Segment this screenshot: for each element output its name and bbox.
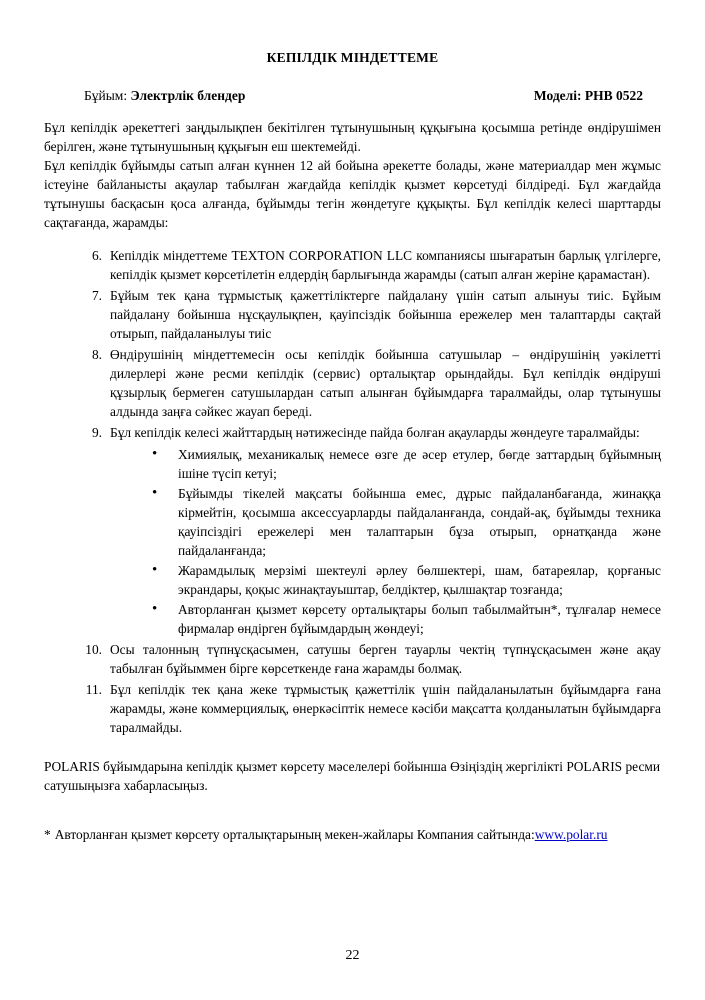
sub-list-item: [152, 484, 661, 560]
list-item: [74, 345, 661, 421]
sub-list-item: [152, 445, 661, 483]
product-label: Бұйым:: [84, 88, 128, 103]
bullet-icon: •: [152, 445, 158, 462]
product-model-line: [44, 88, 661, 104]
closing-paragraph: POLARIS бұйымдарына кепілдік қызмет көрсету мәселелері бойынша Өзіңіздің жергілікті POLARIS ресми сатушыңызға хабарласыңыз.: [44, 758, 661, 793]
product-value: Электрлік блендер: [130, 88, 246, 103]
list-item-number: 9.: [91, 425, 102, 441]
sub-list-item-text: Жарамдылық мерзімі шектеулі әрлеу бөлшектері, шам, батареялар, қорғаныс экрандары, қоқыс жинақтауыштар, белдіктер, қылшақтар тозғанда;: [178, 562, 661, 597]
list-item: [74, 640, 661, 678]
intro-paragraph-1: Бұл кепілдік әрекеттегі заңдылықпен бекітілген тұтынушының құқығына қосымша ретінде өндірушімен берілген, және тұтынушының құқығын еш шектемейді.: [44, 120, 661, 155]
sub-list-item-text: Химиялық, механикалық немесе өзге де әсер етулер, бөгде заттардың бұйымның ішіне түсіп кетуі;: [178, 446, 661, 481]
model-field: Моделі: РНВ 0522: [533, 88, 643, 103]
list-item-number: 7.: [91, 288, 102, 304]
page-number: 22: [345, 948, 360, 963]
list-item-text: Кепілдік міндеттеме TEXTON CORPORATION LLC компаниясы шығаратын барлық үлгілерге, кепілдік қызмет көрсетілетін елдердің барлығында жарамды (сатып алған жеріне қарамастан).: [110, 248, 661, 283]
company-website-link[interactable]: www.polar.ru: [534, 827, 608, 843]
list-item: [74, 246, 661, 284]
list-item-text: Бұл кепілдік тек қана жеке тұрмыстық қажеттілік үшін пайдаланылатын бұйымдарға ғана жарамды, және коммерциялық, өнеркәсіптік немесе кәсіби мақсатта қолданылатын бұйымдарға таралмайды.: [110, 681, 661, 735]
intro-paragraph-2: Бұл кепілдік бұйымды сатып алған күннен 12 ай бойына әрекетте болады, және материалдар мен жұмыс істеуіне байланысты ақаулар табылған жағдайда кепілдік қызмет көрсетуді білдіреді. Бұл жағдайда тұтынушы басқасын қоса алғанда, бұйымды тегін жөндетуге құқықты. Бұл кепілдік келесі шарттарды сақтағанда, жарамды:: [44, 158, 661, 231]
list-item-number: 6.: [91, 248, 102, 264]
sub-list-item: [152, 561, 661, 599]
exclusions-sublist: [110, 445, 661, 638]
footnote: [44, 825, 661, 844]
list-item-text: Өндірушінің міндеттемесін осы кепілдік бойынша сатушылар – өндірушінің уәкілетті дилерлері және ресми кепілдік (сервис) орталықтар орындайды. Бұл кепілдік өндіруші құзырлық бермеген сатушылардан сатып алынған бұйымдарға таралмайды, олар тұтынушы алдында заңға сәйкес жауап береді.: [110, 347, 661, 420]
bullet-icon: •: [152, 600, 158, 617]
list-item-number: 10.: [85, 641, 102, 657]
footnote-text: Авторланған қызмет көрсету орталықтарының мекен-жайлары Компания сайтында:: [54, 827, 535, 843]
list-item-number: 8.: [91, 347, 102, 363]
sub-list-item-text: Авторланған қызмет көрсету орталықтары болып табылмайтын*, тұлғалар немесе фирмалар өндірген бұйымдардың жөндеуі;: [178, 601, 661, 636]
sub-list-item: [152, 600, 661, 638]
page-title: КЕПІЛДІК МІНДЕТТЕМЕ: [266, 50, 439, 65]
product-field: [84, 88, 245, 104]
list-item-text: Бұл кепілдік келесі жайттардың нәтижесінде пайда болған ақауларды жөндеуге таралмайды:: [110, 425, 640, 441]
bullet-icon: •: [152, 484, 158, 501]
bullet-icon: •: [152, 561, 158, 578]
list-item-text: Осы талонның түпнұсқасымен, сатушы берген тауарлы чектің түпнұсқасымен және ақау табылған бұйыммен бірге көрсеткенде ғана жарамды болмақ.: [110, 641, 661, 676]
list-item-number: 11.: [85, 681, 102, 697]
sub-list-item-text: Бұйымды тікелей мақсаты бойынша емес, дұрыс пайдаланбағанда, жинаққа кірмейтін, қосымша аксессуарларды пайдаланғанда, сондай-ақ, бұйымды техника қауіпсіздігі ережелері мен талаптарын бұза отырып, орнатқанда және пайдаланғанда;: [178, 485, 661, 558]
warranty-conditions-list: [44, 246, 661, 737]
list-item-text: Бұйым тек қана тұрмыстық қажеттіліктерге пайдалану үшін сатып алынуы тиіс. Бұйым пайдалану бойынша нұсқаулықпен, қауіпсіздік бойынша ережелер мен талаптарды сақтай отырып, пайдаланылуы тиіс: [110, 288, 661, 342]
list-item: [74, 286, 661, 343]
list-item: [74, 680, 661, 737]
footnote-marker: *: [44, 827, 51, 843]
list-item: [74, 423, 661, 637]
